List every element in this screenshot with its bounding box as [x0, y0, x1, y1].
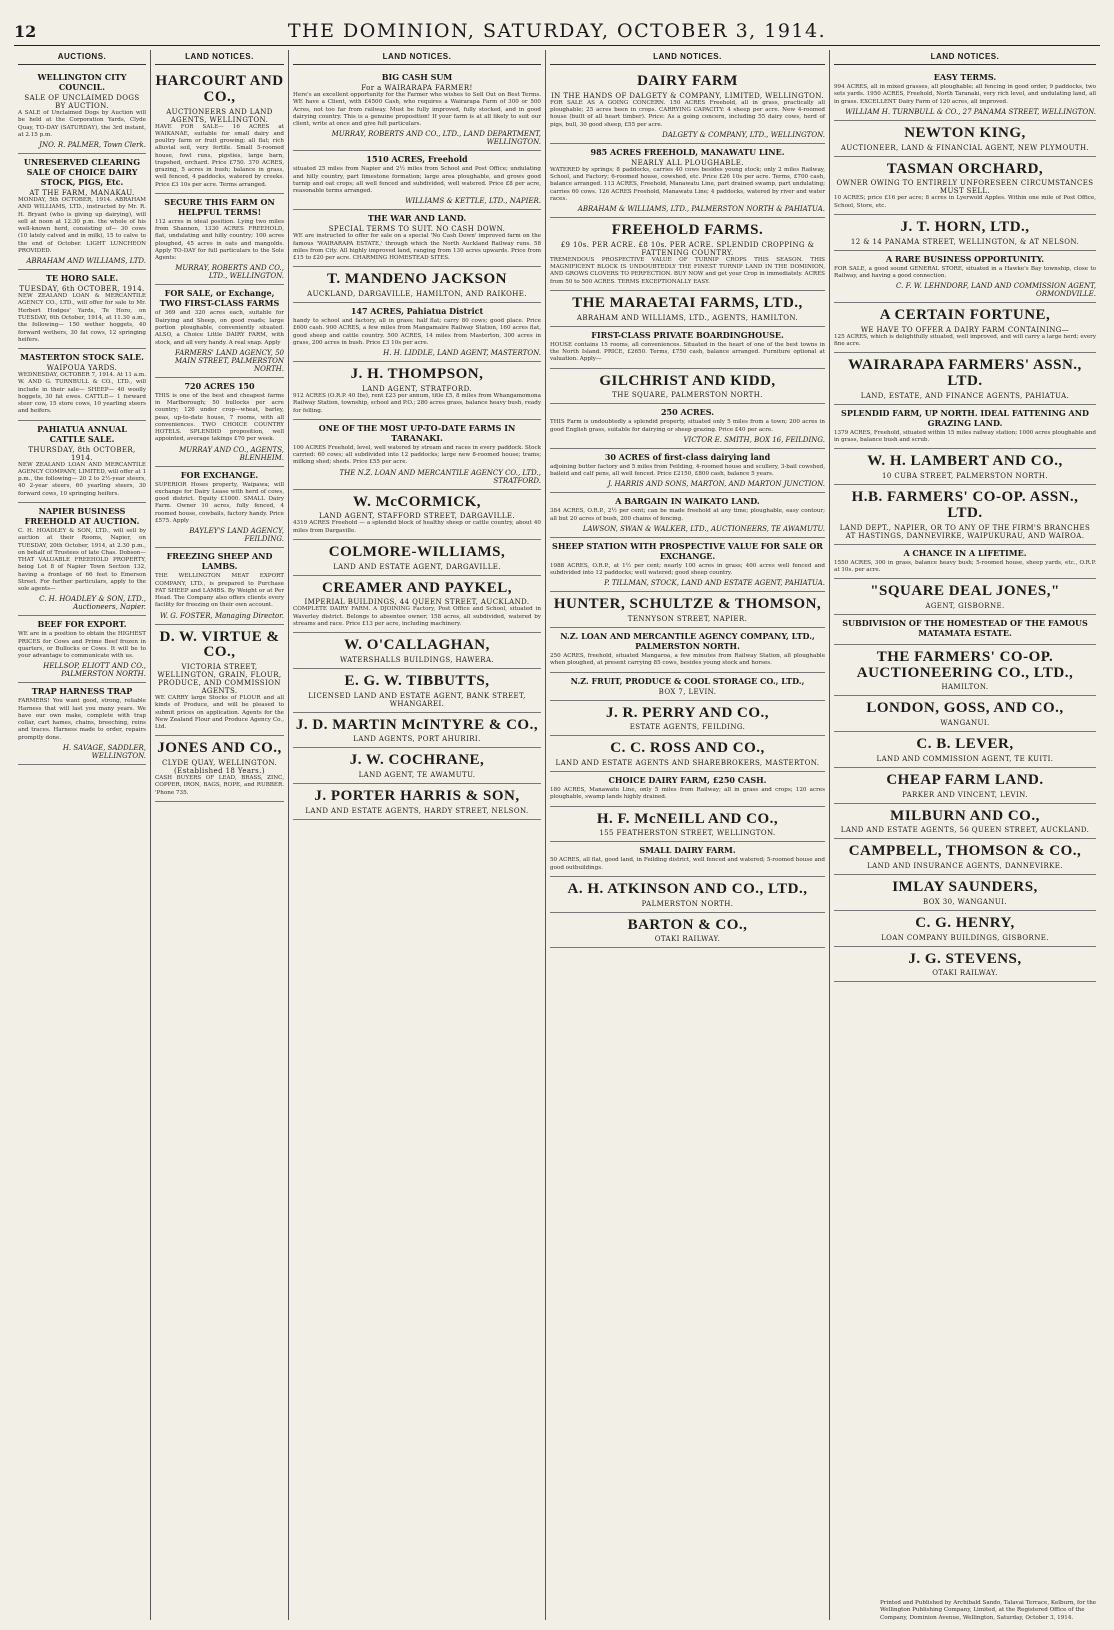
ad-subheading: SPECIAL TERMS TO SUIT. NO CASH DOWN.	[328, 225, 506, 234]
advertisement	[550, 842, 825, 877]
ad-heading: WELLINGTON CITY COUNCIL.	[37, 72, 127, 92]
ad-signature: H. H. LIDDLE, LAND AGENT, MASTERTON.	[383, 349, 541, 358]
ad-display-heading: A. H. ATKINSON AND CO., LTD.,	[567, 880, 808, 897]
ad-body-text: 112 acres in ideal position. Lying two miles from Shannon, 1330 ACRES FREEHOLD, flat, undulating and hilly country; 100 acres ploughed, 45 acres in oats and mangolds. Apply TO-DAY for full particulars to the Sole Agents:	[155, 218, 284, 262]
ad-subheading: ESTATE AGENTS, FEILDING.	[629, 723, 746, 732]
column-5	[830, 50, 1100, 1620]
ad-heading: SHEEP STATION WITH PROSPECTIVE VALUE FOR SALE OR EXCHANGE.	[552, 540, 823, 561]
ad-display-heading: J. D. MARTIN McINTYRE & CO.,	[295, 716, 539, 733]
ad-subheading: AT THE FARM, MANAKAU.	[29, 189, 135, 198]
advertisement	[18, 154, 146, 270]
ad-heading: NAPIER BUSINESS FREEHOLD AT AUCTION.	[24, 505, 140, 526]
advertisement	[18, 270, 146, 349]
ad-display-heading: NEWTON KING,	[904, 124, 1026, 141]
ad-display-heading: COLMORE-WILLIAMS,	[328, 543, 506, 560]
ad-display-heading: JONES AND CO.,	[157, 740, 282, 757]
ad-display-heading: CREAMER AND PAYKEL,	[322, 579, 512, 596]
ad-signature: ABRAHAM AND WILLIAMS, LTD.	[26, 257, 146, 266]
ad-display-heading: C. G. HENRY,	[915, 914, 1015, 931]
advertisement	[18, 349, 146, 421]
ad-display-heading: MILBURN AND CO.,	[890, 807, 1040, 824]
ad-body-text: WATERED by springs; 8 paddocks, carries 40 cows besides young stock; only 2 miles Railway, School, and Factory; 6-roomed house, cowshed, etc. Price £26 10s per acre. Terms, £700 cash, balance arranged. 113 ACRES, Freehold, Manawatu Line, part drained swamp, part undulating; carries 60 cows. 126 ACRES Freehold, Manawatu Line; 4 paddocks, watered by river and water races.	[550, 166, 825, 202]
advertisement	[155, 548, 284, 624]
advertisement	[834, 696, 1096, 732]
ad-signature: ABRAHAM & WILLIAMS, LTD., PALMERSTON NORTH & PAHIATUA.	[577, 205, 825, 214]
advertisement	[834, 839, 1096, 875]
advertisement	[834, 545, 1096, 580]
ad-heading: A RARE BUSINESS OPPORTUNITY.	[885, 253, 1045, 264]
ad-heading: FOR EXCHANGE.	[180, 469, 259, 480]
ad-subheading: LOAN COMPANY BUILDINGS, GISBORNE.	[881, 933, 1049, 942]
ad-heading: CHOICE DAIRY FARM, £250 CASH.	[608, 775, 767, 786]
ad-subheading: LAND AND ESTATE AGENT, DARGAVILLE.	[333, 562, 501, 571]
ad-subheading: IN THE HANDS OF DALGETY & COMPANY, LIMITED, WELLINGTON.	[551, 91, 824, 100]
ad-display-heading: "SQUARE DEAL JONES,"	[870, 583, 1060, 600]
advertisement	[550, 144, 825, 218]
ad-subheading: LAND AND ESTATE AGENTS, HARDY STREET, NELSON.	[305, 806, 529, 815]
advertisement	[293, 713, 541, 749]
advertisement	[155, 467, 284, 549]
ad-body-text: 10 ACRES; price £16 per acre; 8 acres in Lyerwold Apples. Within one mile of Post Office, School, Store, etc.	[834, 195, 1096, 209]
ad-heading: SPLENDID FARM, UP NORTH. IDEAL FATTENING AND GRAZING LAND.	[841, 407, 1089, 428]
ad-display-heading: J. R. PERRY AND CO.,	[605, 704, 770, 721]
column-4	[546, 50, 830, 1620]
ad-signature: JNO. R. PALMER, Town Clerk.	[39, 141, 146, 150]
ad-body-text: 1988 ACRES, O.R.P., at 1½ per cent; nearly 100 acres in grass; 400 acres well fenced and subdivided into 12 paddocks; well watered; good sheep country.	[550, 562, 825, 577]
ad-display-heading: CHEAP FARM LAND.	[886, 771, 1044, 788]
ad-subheading: WATERSHALLS BUILDINGS, HAWERA.	[339, 655, 495, 664]
ad-body-text: HAVE FOR SALE— 16 ACRES at WAIKANAE, suitable for small dairy and poultry farm or fruit growing; all flat; rich alluvial soil, very fertile. Small 5-roomed house, fowl runs, pigsties, large barn, trapshed, orchard. Price £750. 370 ACRES, grazing, 5 acres in bush; balance in grass, well fenced, 4 paddocks, watered by creeks. Price £3 10s per acre. Terms arranged.	[155, 123, 284, 188]
ad-body-text: CASH BUYERS OF LEAD, BRASS, ZINC, COPPER, IRON, BAGS, ROPE, and RUBBER. 'Phone 735.	[155, 775, 284, 796]
ad-body-text: A SALE of Unclaimed Dogs by Auction will be held at the Corporation Yards, Clyde Quay, TO-DAY (SATURDAY), the 3rd instant, at 2.15 p.m.	[18, 110, 146, 138]
advertisement	[155, 194, 284, 286]
ad-body-text: SUPERIOR Hoses property, Waipawa; will exchange for Dairy Lease with herd of cows, good district. Equity £1000. SMALL Dairy Farm. Owner 10 acres, fully fenced, 4 roomed house, cowbails, factory handy. Price £575. Apply	[155, 481, 284, 524]
ad-signature: W. G. FOSTER, Managing Director.	[159, 611, 284, 620]
ad-subheading: LAND AND ESTATE AGENTS AND SHAREBROKERS, MASTERTON.	[555, 759, 820, 768]
ad-subheading: PALMERSTON NORTH.	[641, 899, 734, 908]
advertisement	[834, 875, 1096, 911]
ad-heading: SMALL DAIRY FARM.	[639, 845, 736, 856]
ad-body-text: THIS Farm is undoubtedly a splendid property, situated only 5 miles from a town; 200 acres in good English grass, suitable for dairying or sheep grazing. Price £40 per acre.	[550, 419, 825, 433]
ad-display-heading: DAIRY FARM	[637, 73, 738, 89]
advertisement	[293, 303, 541, 362]
advertisement	[155, 69, 284, 194]
ad-body-text: of 369 and 320 acres each, suitable for Dairying and Sheep, on good roads; large portion ploughable, conveniently situated. ALSO, a Choice Little DAIRY FARM, with stock, and all very handy. A real snap. Apply	[155, 310, 284, 346]
column-2	[151, 50, 289, 1620]
advertisement	[293, 669, 541, 713]
ad-display-heading: THE FARMERS' CO-OP. AUCTIONEERING CO., LTD.,	[856, 648, 1074, 681]
column-heading: LAND NOTICES.	[550, 50, 825, 65]
advertisement	[550, 327, 825, 369]
ad-signature: H. SAVAGE, SADDLER, WELLINGTON.	[62, 744, 146, 761]
column-1	[14, 50, 151, 1620]
ad-body-text: 180 ACRES, Manawatu Line, only 5 miles from Railway; all in grass and crops; 120 acres ploughable, swamp lands highly drained.	[550, 787, 825, 801]
ad-heading: THE WAR AND LAND.	[367, 213, 467, 224]
advertisement	[550, 736, 825, 772]
ad-subheading: LICENSED LAND AND ESTATE AGENT, BANK STREET, WHANGAREI.	[308, 691, 526, 708]
ad-subheading: AUCTIONEERS AND LAND AGENTS, WELLINGTON.	[166, 107, 273, 124]
ad-signature: MURRAY, ROBERTS AND CO., LTD., LAND DEPARTMENT, WELLINGTON.	[331, 130, 541, 147]
ad-subheading: ABRAHAM AND WILLIAMS, LTD., AGENTS, HAMILTON.	[576, 313, 799, 322]
advertisement	[550, 493, 825, 538]
ad-subheading: VICTORIA STREET, WELLINGTON, GRAIN, FLOUR, PRODUCE, AND COMMISSION AGENTS.	[157, 663, 282, 696]
advertisement	[18, 683, 146, 765]
advertisement	[550, 291, 825, 327]
ad-display-heading: HARCOURT AND CO.,	[155, 73, 284, 105]
ad-display-heading: T. MANDENO JACKSON	[327, 271, 507, 288]
ad-subheading: OWNER OWING TO ENTIRELY UNFORESEEN CIRCUMSTANCES MUST SELL.	[836, 179, 1094, 196]
ad-subheading: OTAKI RAILWAY.	[654, 935, 721, 944]
ad-subheading: LAND DEPT., NAPIER, OR TO ANY OF THE FIRM'S BRANCHES AT HASTINGS, DANNEVIRKE, WAIPUKURAU, AND WAIROA.	[839, 523, 1091, 540]
ad-display-heading: J. H. THOMPSON,	[350, 366, 484, 383]
ad-heading: BEEF FOR EXPORT.	[37, 619, 127, 630]
ad-subheading: WE HAVE TO OFFER A DAIRY FARM CONTAINING—	[860, 325, 1070, 334]
advertisement	[293, 540, 541, 576]
ad-body-text: WEDNESDAY, OCTOBER 7, 1914. At 11 a.m. W. AND G. TURNBULL & CO., LTD., will include in their sale— SHEEP— 40 woolly hoggets, 30 fat ewes. CATTLE— 1 forward steer cow, 15 store cows, 10 yearling steers and heifers.	[18, 372, 146, 415]
ad-subheading: 12 & 14 PANAMA STREET, WELLINGTON, & AT NELSON.	[850, 237, 1080, 246]
advertisement	[550, 538, 825, 593]
ad-signature: DALGETY & COMPANY, LTD., WELLINGTON.	[662, 130, 825, 139]
ad-body-text: COMPLETE DAIRY FARM. A DJOINING Factory, Post Office and School, situated in Waverley district. Belongs to absentee owner; 158 acres, all subdivided, watered by streams and race. Price £13 per acre, including machinery.	[293, 606, 541, 627]
ad-signature: WILLIAM H. TURNBULL & CO., 27 PANAMA STREET, WELLINGTON.	[845, 107, 1096, 116]
ad-heading: 30 ACRES of first-class dairying land	[604, 451, 771, 462]
ad-display-heading: J. T. HORN, LTD.,	[900, 218, 1030, 235]
column-heading: LAND NOTICES.	[155, 50, 284, 65]
ad-body-text: Here's an excellent opportunity for the Farmer who wishes to Sell Out on Best Terms. WE have a Client, with £4500 Cash, who requires a Wairarapa Farm of 300 or 500 Acres, not too far from railway. Must be fully improved, fully stocked, and in good dairying country. This is a genuine proposition! If your farm is at all likely to suit our client, write at once and give full particulars.	[293, 92, 541, 128]
advertisement	[18, 421, 146, 503]
ad-body-text: 994 ACRES, all in mixed grasses, all ploughable; all fencing in good order, 9 paddocks, two sets yards. 1950 ACRES, Freehold, North Taranaki, very rich level, and undulating land, all in grass. EXCELLENT Dairy Farm of 120 acres, all improved.	[834, 84, 1096, 105]
ad-signature: MURRAY, ROBERTS AND CO., LTD., WELLINGTON.	[175, 264, 284, 281]
ad-signature: C. H. HOADLEY & SON, LTD., Auctioneers, Napier.	[39, 595, 146, 612]
ad-heading: ONE OF THE MOST UP-TO-DATE FARMS IN TARANAKI.	[318, 422, 516, 443]
ad-body-text: WE are in a position to obtain the HIGHEST PRICES for Cows and Prime Beef frozen in quarters, or Bullocks or Cows. It will be to your advantage to communicate with us.	[18, 631, 146, 660]
ad-subheading: WAIPOUA YARDS.	[46, 364, 118, 373]
advertisement	[293, 633, 541, 669]
ad-body-text: HOUSE contains 15 rooms, all conveniences. Situated in the heart of one of the best towns in the North Island. PRICE, £2650. Terms, £750 cash, balance arranged. Furniture optional at valuation. Apply—	[550, 341, 825, 363]
advertisement	[834, 732, 1096, 768]
ad-display-heading: FREEHOLD FARMS.	[611, 222, 764, 239]
advertisement	[550, 449, 825, 494]
ad-display-heading: J. G. STEVENS,	[908, 950, 1022, 967]
advertisement	[550, 218, 825, 291]
ad-body-text: 250 ACRES, freehold, situated Mangaroa, a few minutes from Railway Station, all ploughable when ploughed, at present carrying 85 cows, besides young stock and horses.	[550, 653, 825, 667]
ad-display-heading: C. B. LEVER,	[916, 736, 1014, 753]
ad-display-heading: THE MARAETAI FARMS, LTD.,	[572, 294, 803, 311]
ad-heading: N.Z. FRUIT, PRODUCE & COOL STORAGE CO., LTD.,	[570, 675, 805, 686]
ad-subheading: THE SQUARE, PALMERSTON NORTH.	[612, 391, 763, 400]
ad-body-text: TREMENDOUS PROSPECTIVE VALUE OF TURNIP CROPS THIS SEASON. THIS MAGNIFICENT BLOCK IS UNDOUBTEDLY THE FINEST TURNIP LAND IN THE DOMINION, AND GROWS CLOVERS TO PERFECTION. BUY NOW and get your Crop in immediately. ACRES from 50 to 500 ACRES. TERMS EXCEPTIONALLY EASY.	[550, 256, 825, 285]
advertisement	[834, 485, 1096, 545]
column-3	[289, 50, 546, 1620]
advertisement	[834, 449, 1096, 485]
ad-subheading: LAND AGENT, TE AWAMUTU.	[358, 771, 476, 780]
advertisement	[834, 405, 1096, 450]
advertisement	[155, 625, 284, 737]
advertisement	[293, 151, 541, 210]
ad-body-text: 1550 ACRES, 300 in grass, balance heavy bush; 5-roomed house, sheep yards, etc., O.R.P. at 10s. per acre.	[834, 559, 1096, 573]
ad-display-heading: LONDON, GOSS, AND CO.,	[866, 700, 1064, 717]
ad-subheading: AUCKLAND, DARGAVILLE, HAMILTON, AND RAIKOHE.	[307, 290, 527, 299]
ad-body-text: THE WELLINGTON MEAT EXPORT COMPANY, LTD., is prepared to Purchase FAT SHEEP and LAMBS. By Weight or at Per Head. The Company also offers clients every facility for freezing on their own account.	[155, 573, 284, 609]
advertisement	[550, 807, 825, 843]
advertisement	[834, 911, 1096, 947]
ad-subheading: For a WAIRARAPA FARMER!	[361, 84, 473, 92]
ad-signature: WILLIAMS & KETTLE, LTD., NAPIER.	[405, 197, 541, 206]
ad-signature: BAYLEY'S LAND AGENCY, FEILDING.	[189, 527, 284, 544]
column-heading: LAND NOTICES.	[293, 50, 541, 65]
ad-display-heading: H. F. McNEILL AND CO.,	[596, 810, 779, 827]
ad-display-heading: WAIRARAPA FARMERS' ASSN., LTD.	[848, 357, 1082, 390]
ad-subheading: BOX 7, LEVIN.	[658, 687, 717, 696]
ad-signature: J. HARRIS AND SONS, MARTON, AND MARTON JUNCTION.	[607, 480, 825, 489]
ad-subheading: PARKER AND VINCENT, LEVIN.	[902, 790, 1028, 799]
advertisement	[550, 592, 825, 628]
ad-subheading: WANGANUI.	[940, 719, 990, 728]
advertisement	[293, 420, 541, 490]
ad-heading: 1510 ACRES, Freehold	[366, 154, 468, 165]
advertisement	[834, 121, 1096, 157]
ad-signature: P. TILLMAN, STOCK, LAND AND ESTATE AGENT, PAHIATUA.	[604, 579, 825, 588]
ad-subheading: IMPERIAL BUILDINGS, 44 QUEEN STREET, AUCKLAND.	[304, 598, 530, 607]
ad-heading: 147 ACRES, Pahiatua District	[350, 306, 484, 317]
ad-display-heading: W. O'CALLAGHAN,	[344, 637, 490, 654]
ad-heading: SECURE THIS FARM ON HELPFUL TERMS!	[164, 196, 275, 217]
advertisement	[550, 369, 825, 405]
ad-body-text: MONDAY, 5th OCTOBER, 1914. ABRAHAM AND WILLIAMS, LTD., instructed by Mr. R. H. Bryant (who is giving up dairying), will sell at noon at 12.30 p.m. the whole of his well-known herd, consisting of— 30 cows (10 lately calved and in milk), 15 to calve to the end of October. LIGHT LUNCHEON PROVIDED.	[18, 197, 146, 254]
column-heading: LAND NOTICES.	[834, 50, 1096, 65]
ad-heading: TRAP HARNESS TRAP	[31, 686, 133, 697]
advertisement	[834, 251, 1096, 304]
ad-body-text: NEW ZEALAND LOAN AND MERCANTILE AGENCY COMPANY, LIMITED, will offer at 1 p.m., the following— 20 2 to 2½-year steers, 40 2-year steers, 60 yearling steers, 30 forward cows, 10 springing heifers.	[18, 461, 147, 497]
ad-subheading: LAND AGENTS, PORT AHURIRI.	[353, 735, 481, 744]
ad-heading: FREEZING SHEEP AND LAMBS.	[166, 551, 273, 572]
ad-display-heading: W. McCORMICK,	[352, 493, 482, 510]
ad-body-text: NEW ZEALAND LOAN & MERCANTILE AGENCY CO., LTD., will offer for sale to Mr. Herbert Hodges' Yards, Te Horo, on TUESDAY, 6th October, 1914, at 11.30 a.m., the following— 150 wether hoggets, 40 forward wethers, 30 fat cows, 12 springing heifers.	[18, 293, 146, 343]
advertisement	[550, 628, 825, 673]
advertisement	[18, 616, 146, 683]
ad-body-text: 4319 ACRES Freehold — a splendid block of healthy sheep or cattle country, about 40 miles from Dargaville.	[293, 520, 541, 534]
ad-subheading: LAND AND INSURANCE AGENTS, DANNEVIRKE.	[867, 862, 1063, 871]
ad-subheading: BOX 30, WANGANUI.	[923, 897, 1007, 906]
advertisement	[550, 701, 825, 737]
ad-subheading: LAND AGENT, STAFFORD STREET, DARGAVILLE.	[318, 512, 516, 521]
advertisement	[293, 784, 541, 820]
ad-display-heading: J. W. COCHRANE,	[349, 752, 485, 769]
ad-heading: PAHIATUA ANNUAL CATTLE SALE.	[37, 423, 127, 444]
ad-subheading: NEARLY ALL PLOUGHABLE.	[631, 158, 744, 167]
ad-subheading: OTAKI RAILWAY.	[932, 969, 998, 978]
ad-subheading: TUESDAY, 6th OCTOBER, 1914.	[19, 285, 145, 294]
page-columns	[14, 50, 1100, 1620]
advertisement	[550, 772, 825, 807]
ad-display-heading: IMLAY SAUNDERS,	[892, 879, 1038, 896]
ad-signature: C. F. W. LEHNDORF, LAND AND COMMISSION AGENT, ORMONDVILLE.	[896, 282, 1096, 299]
ad-subheading: THURSDAY, 8th OCTOBER, 1914.	[28, 445, 136, 462]
advertisement	[834, 579, 1096, 615]
advertisement	[18, 69, 146, 154]
advertisement	[834, 947, 1096, 983]
ad-subheading: AUCTIONEER, LAND & FINANCIAL AGENT, NEW PLYMOUTH.	[840, 143, 1090, 152]
advertisement	[293, 210, 541, 267]
ad-body-text: 50 ACRES, all flat, good land, in Feilding district, well fenced and watered; 5-roomed house and good outbuildings.	[550, 857, 825, 871]
ad-display-heading: D. W. VIRTUE & CO.,	[159, 628, 280, 661]
ad-body-text: THIS is one of the best and cheapest farms in Marlborough; 50 bullocks per acre country; 126 under crop—wheat, barley, peas, up-to-date house, 7 rooms, with all conveniences. TWO CHOICE COUNTRY HOTELS. SPLENDID proposition, well appointed, average takings £70 per week.	[155, 392, 284, 443]
ad-subheading: AGENT, GISBORNE.	[925, 601, 1005, 610]
advertisement	[293, 267, 541, 303]
ad-subheading: £9 10s. PER ACRE. £8 10s. PER ACRE. SPLENDID CROPPING & FATTENING COUNTRY.	[560, 240, 815, 257]
advertisement	[834, 157, 1096, 215]
ad-body-text: 100 ACRES Freehold, level, well watered by stream and races in every paddock. Stock carried: 60 cows; all subdivided into 12 paddocks; large new 8-roomed house; trams; milking shed; sheds. Price £55 per acre.	[293, 444, 541, 466]
ad-body-text: WE CARRY large Stocks of FLOUR and all kinds of Produce, and will be pleased to submit prices on application. Agents for the New Zealand Flour and Produce Agency Co., Ltd.	[155, 695, 284, 731]
ad-signature: THE N.Z. LOAN AND MERCANTILE AGENCY CO., LTD., STRATFORD.	[339, 468, 541, 485]
ad-heading: A CHANCE IN A LIFETIME.	[903, 547, 1027, 558]
advertisement	[293, 576, 541, 634]
advertisement	[550, 69, 825, 144]
advertisement	[834, 215, 1096, 251]
ad-subheading: 155 FEATHERSTON STREET, WELLINGTON.	[599, 829, 776, 838]
advertisement	[550, 404, 825, 449]
ad-display-heading: A CERTAIN FORTUNE,	[879, 307, 1051, 324]
ad-body-text: situated 25 miles from Napier and 2½ miles from School and Post Office; undulating and hilly country, part limestone formation; large area ploughable, and grows good turnip and oat crops; all well fenced and subdivided, well watered. Price £8 per acre, reasonable terms arranged.	[293, 166, 541, 195]
ad-body-text: WE are instructed to offer for sale on a special 'No Cash Down' improved farm on the famous 'WAIRARAPA ESTATE,' through which the North Auckland Railway runs. 58 miles from City. All highly improved land, ranging from 130 acres upwards. Price from £15 to £20 per acre. CHARMING HOMESTEAD SITES.	[293, 233, 541, 262]
ad-subheading: LAND AGENT, STRATFORD.	[362, 385, 472, 394]
advertisement	[293, 69, 541, 151]
advertisement	[834, 645, 1096, 697]
advertisement	[834, 353, 1096, 405]
advertisement	[293, 748, 541, 784]
ad-body-text: 384 ACRES, O.R.P., 2½ per cent; can be made freehold at any time; ploughable, easy contour; all but 20 acres of bush, 200 chains of fencing.	[550, 508, 825, 522]
ad-display-heading: E. G. W. TIBBUTTS,	[344, 672, 490, 689]
ad-heading: UNRESERVED CLEARING SALE OF CHOICE DAIRY STOCK, PIGS, Etc.	[23, 157, 141, 188]
ad-display-heading: HUNTER, SCHULTZE & THOMSON,	[553, 596, 822, 613]
ad-subheading: TENNYSON STREET, NAPIER.	[627, 615, 748, 624]
ad-display-heading: CAMPBELL, THOMSON & CO.,	[848, 843, 1082, 860]
ad-heading: SUBDIVISION OF THE HOMESTEAD OF THE FAMOUS MATAMATA ESTATE.	[842, 617, 1088, 638]
ad-signature: LAWSON, SWAN & WALKER, LTD., AUCTIONEERS, TE AWAMUTU.	[582, 524, 825, 533]
page-number: 12	[14, 22, 37, 41]
ad-display-heading: H.B. FARMERS' CO-OP. ASSN., LTD.	[851, 489, 1079, 521]
ad-display-heading: BARTON & CO.,	[627, 916, 748, 933]
advertisement	[834, 768, 1096, 804]
ad-subheading: 10 CUBA STREET, PALMERSTON NORTH.	[882, 472, 1048, 481]
ad-body-text: handy to school and factory, all in grass; half flat; carry 80 cows; good place. Price £600 cash. 900 ACRES, a few miles from Mangamaire Railway Station, 160 acres flat, good sheep and cattle country. 500 ACRES, 14 miles from Masterton, 300 acres in grass, 200 acres in bush. Price £3 10s per acre.	[293, 318, 541, 346]
ad-heading: 250 ACRES.	[660, 407, 715, 418]
ad-body-text: 125 ACRES, which is delightfully situated, well improved, and will carry a large herd; every fine acre.	[834, 333, 1096, 348]
advertisement	[834, 69, 1096, 121]
advertisement	[293, 490, 541, 540]
ad-heading: TE HORO SALE.	[45, 273, 119, 284]
advertisement	[834, 615, 1096, 645]
advertisement	[293, 362, 541, 420]
advertisement	[155, 285, 284, 377]
ad-body-text: adjoining butter factory and 5 miles from Feilding, 4-roomed house and scullery, 3-bail cowshed, baileid and calf pens, all well fenced. Price £2150, £800 cash, balance 5 years.	[550, 463, 825, 478]
masthead	[14, 18, 1100, 46]
printer-imprint: Printed and Published by Archibald Sando, Talavai Terrace, Kelburn, for the Wellington Publishing Company, Limited, at the Registered Office of the Company, Dominion Avenue, Wellington, Saturday, October 3, 1914.	[880, 1600, 1097, 1621]
ad-heading: FOR SALE, or Exchange, TWO FIRST-CLASS FARMS	[159, 288, 280, 309]
ad-display-heading: GILCHRIST AND KIDD,	[599, 372, 776, 389]
ad-body-text: 1379 ACRES, Freehold, situated within 15 miles railway station; 1000 acres ploughable and in grass, balance bush and scrub.	[834, 429, 1096, 444]
advertisement	[550, 673, 825, 701]
advertisement	[550, 877, 825, 913]
ad-heading: MASTERTON STOCK SALE.	[20, 352, 144, 363]
newspaper-title: THE DOMINION, SATURDAY, OCTOBER 3, 1914.	[287, 20, 827, 42]
ad-body-text: FARMERS! You want good, strong, reliable Harness that will last you many years. We have our own make, complete with trap collar, cart hames, chains, breeching, reins and traces. Harness made to order, repairs promptly done.	[18, 698, 146, 741]
ad-heading: A BARGAIN IN WAIKATO LAND.	[615, 496, 760, 507]
ad-subheading: HAMILTON.	[941, 683, 989, 692]
ad-display-heading: W. H. LAMBERT AND CO.,	[867, 453, 1063, 470]
ad-display-heading: J. PORTER HARRIS & SON,	[314, 788, 520, 805]
ad-body-text: 912 ACRES (O.R.P. 40 Ibs), rent £23 per annum, title £5, 8 miles from Whangamomona Railway Station, township, school and P.O.; 280 acres grass, balance heavy bush, ready for felling.	[293, 393, 541, 414]
advertisement	[834, 804, 1096, 840]
ad-heading: EASY TERMS.	[933, 72, 997, 82]
column-heading: AUCTIONS.	[18, 50, 146, 65]
ad-signature: MURRAY AND CO., AGENTS, BLENHEIM.	[179, 445, 284, 462]
advertisement	[834, 303, 1096, 353]
ad-signature: FARMERS' LAND AGENCY, 50 MAIN STREET, PALMERSTON NORTH.	[174, 348, 284, 373]
advertisement	[550, 913, 825, 949]
ad-body-text: C. H. HOADLEY & SON, LTD., will sell by auction at their Rooms, Napier, on TUESDAY, 20th October, 1914, at 2.30 p.m., on behalf of Trustees of late Chas. Dobson— THAT VALUABLE FREEHOLD PROPERTY, being Lot 8 of Napier Town Section 132, having a frontage of 66 feet to Emerson Street. For further particulars, apply to the sole agents—	[18, 527, 146, 593]
ad-signature: VICTOR E. SMITH, BOX 16, FEILDING.	[683, 435, 825, 444]
ad-subheading: CLYDE QUAY, WELLINGTON. (Established 18 Years.)	[161, 759, 278, 776]
ad-heading: N.Z. LOAN AND MERCANTILE AGENCY COMPANY, LTD., PALMERSTON NORTH.	[560, 631, 815, 652]
advertisement	[155, 736, 284, 802]
advertisement	[155, 378, 284, 467]
ad-heading: 720 ACRES 150	[184, 380, 255, 391]
ad-heading: FIRST-CLASS PRIVATE BOARDINGHOUSE.	[591, 329, 784, 340]
ad-body-text: FOR SALE AS A GOING CONCERN. 150 ACRES Freehold, all in grass, practically all ploughable; 25 acres been in crops. CARRYING CAPACITY: 4 sheep per acre. New 4-roomed house (built of all heart timber). Price: As a going concern, including 55 dairy cows, herd of pigs, bull, 30 good sheep, £55 per acre.	[550, 99, 825, 128]
ad-body-text: FOR SALE, a good sound GENERAL STORE, situated in a Hawke's Bay township, close to Railway, and having a good connection.	[834, 265, 1096, 279]
ad-heading: 985 ACRES FREEHOLD, MANAWATU LINE.	[590, 146, 785, 157]
ad-subheading: LAND AND COMMISSION AGENT, TE KUITI.	[876, 754, 1054, 763]
advertisement	[18, 503, 146, 616]
ad-signature: HELLSOP, ELIOTT AND CO., PALMERSTON NORTH.	[43, 662, 146, 679]
ad-subheading: LAND, ESTATE, AND FINANCE AGENTS, PAHIATUA.	[860, 391, 1070, 400]
ad-display-heading: C. C. ROSS AND CO.,	[610, 740, 765, 757]
ad-display-heading: TASMAN ORCHARD,	[886, 160, 1044, 177]
ad-subheading: SALE OF UNCLAIMED DOGS BY AUCTION.	[24, 94, 140, 110]
ad-heading: BIG CASH SUM	[381, 72, 453, 82]
ad-subheading: LAND AND ESTATE AGENTS, 56 QUEEN STREET, AUCKLAND.	[840, 826, 1090, 835]
